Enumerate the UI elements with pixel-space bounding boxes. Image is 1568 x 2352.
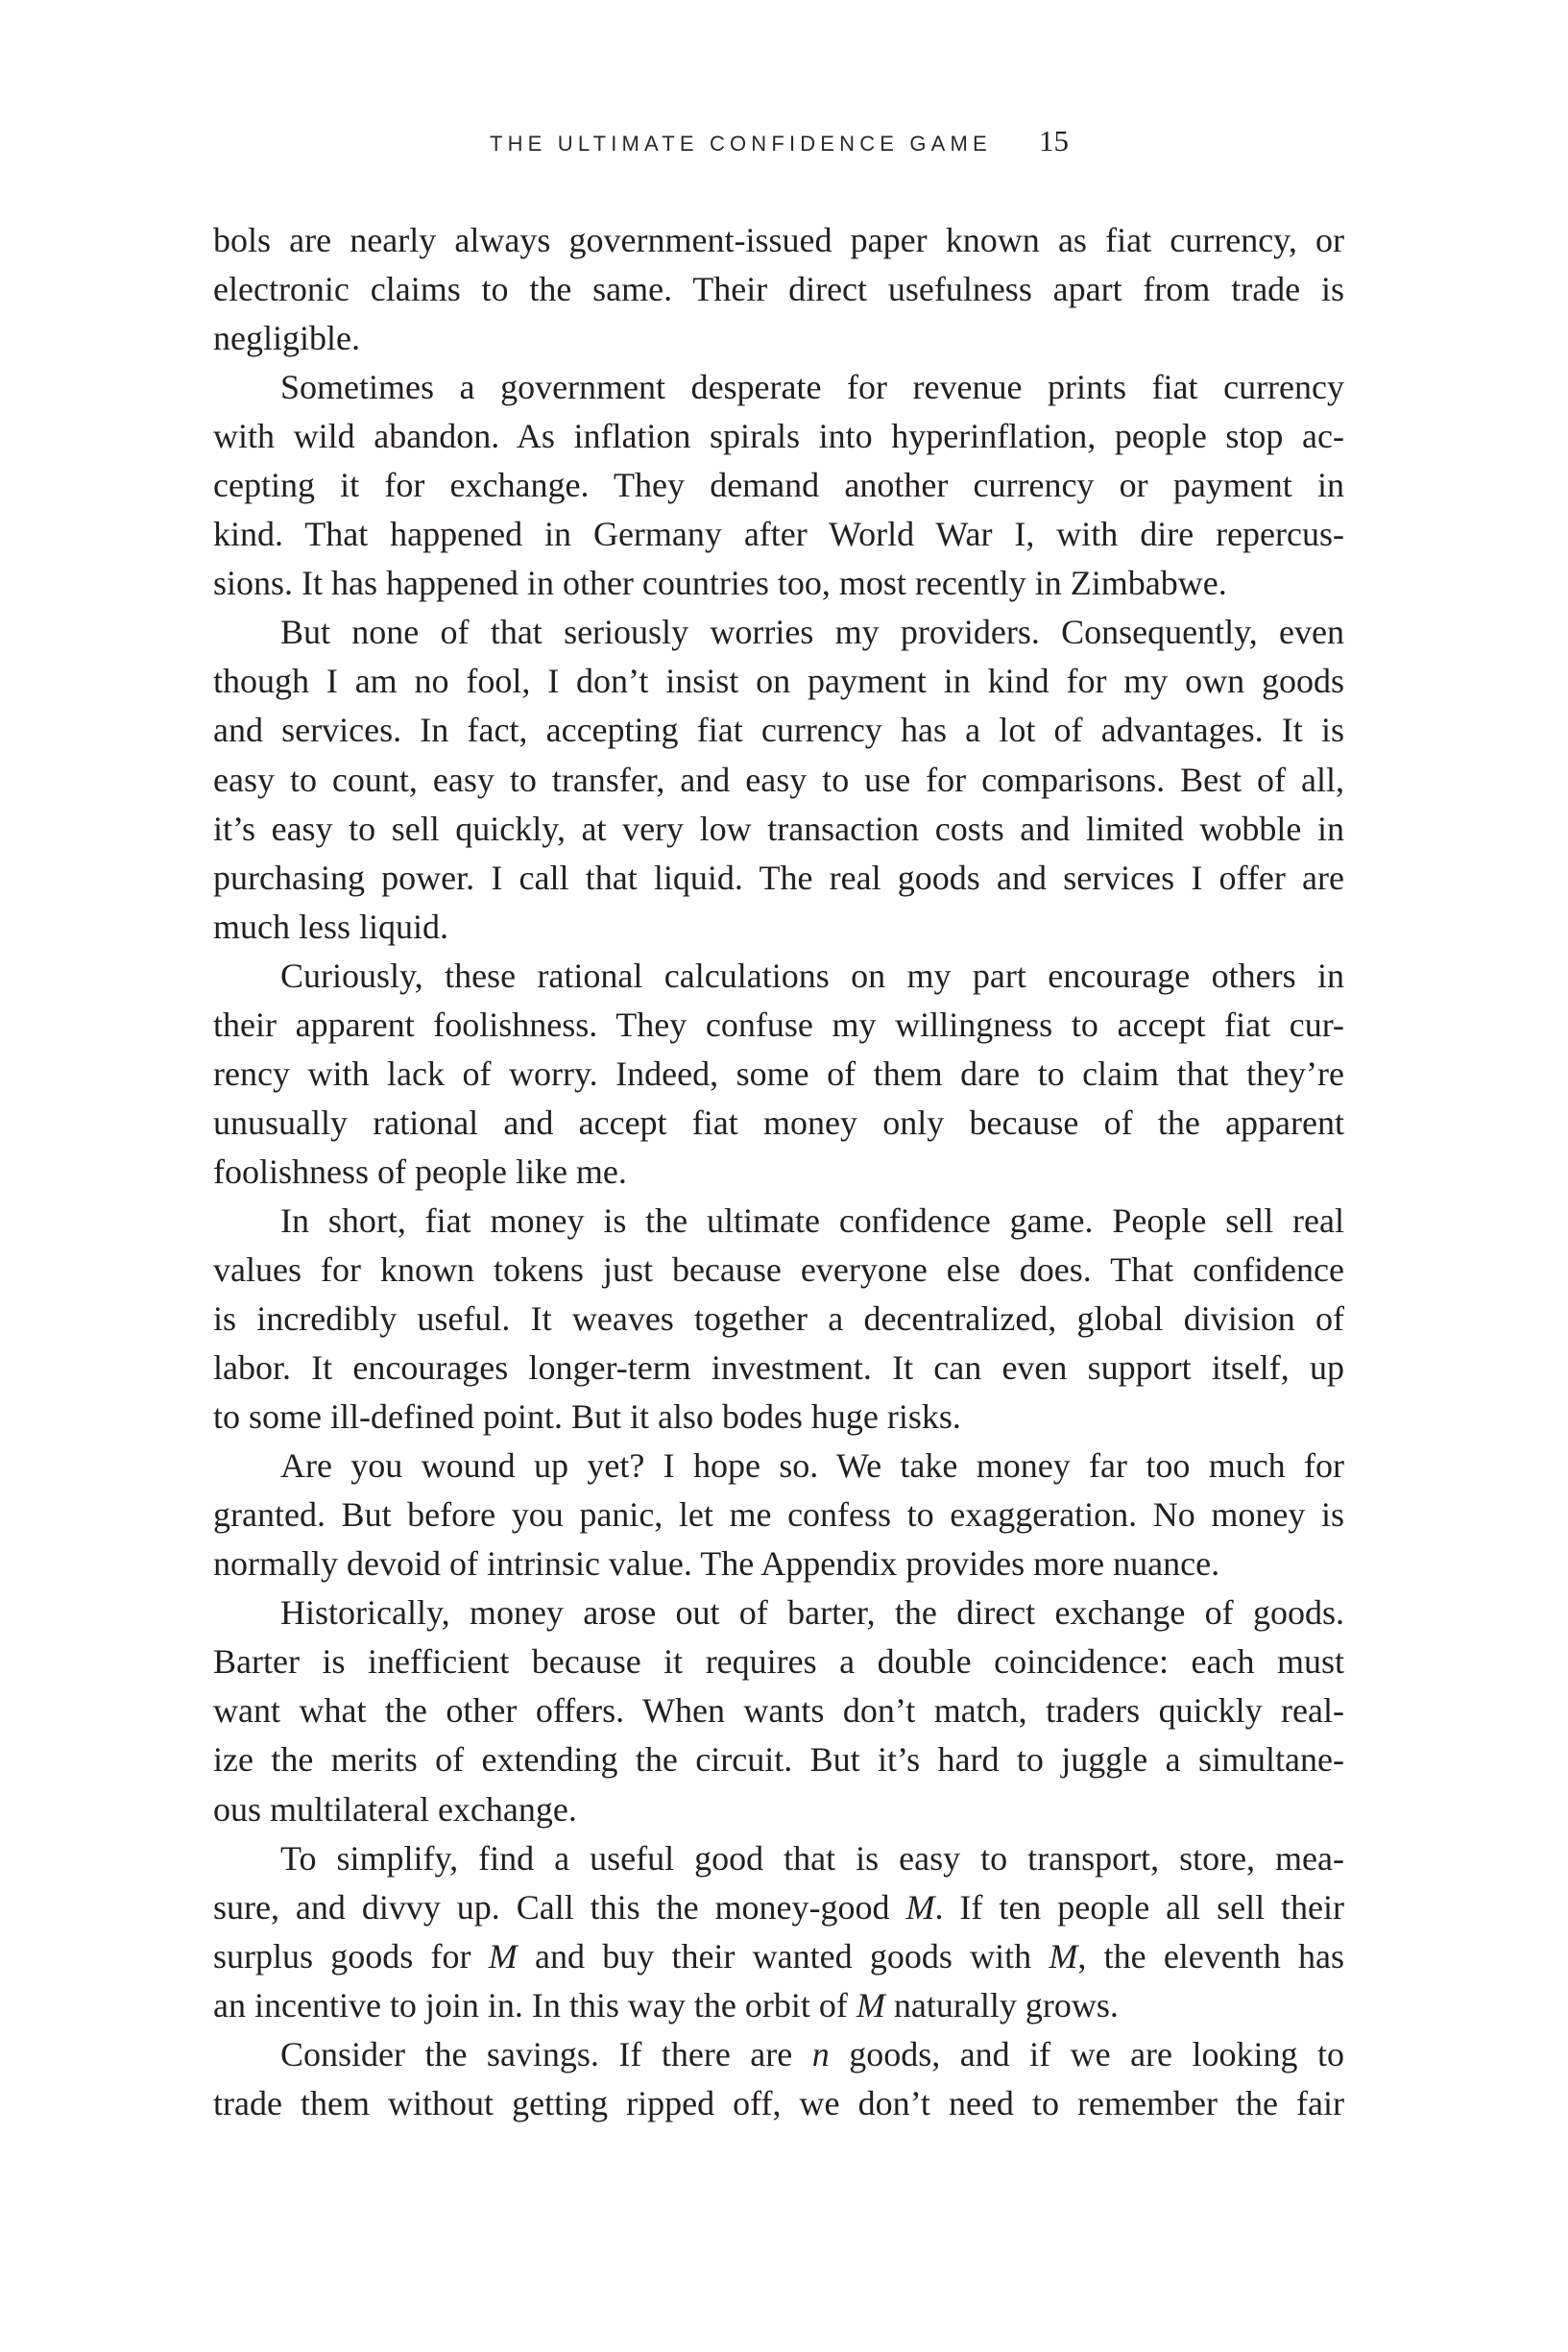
- text-line: [213, 1442, 1344, 1491]
- text-segment: sure, and divvy up. Call this the money-good: [213, 1887, 906, 1927]
- text-segment: But none of that seriously worries my providers. Consequently, even: [280, 613, 1344, 652]
- text-line: [213, 854, 1344, 903]
- text-segment: though I am no fool, I don’t insist on payment in kind for my own goods: [213, 662, 1344, 701]
- text-segment: granted. But before you panic, let me confess to exaggeration. No money is: [213, 1495, 1344, 1535]
- text-segment: sions. It has happened in other countries too, most recently in Zimbabwe.: [213, 564, 1227, 603]
- text-segment: unusually rational and accept fiat money only because of the apparent: [213, 1103, 1344, 1142]
- text-segment: . If ten people all sell their: [934, 1887, 1344, 1927]
- text-segment: Are you wound up yet? I hope so. We take money far too much for: [280, 1446, 1344, 1486]
- paragraph: [213, 2030, 1344, 2128]
- text-line: [213, 1883, 1344, 1932]
- text-segment: normally devoid of intrinsic value. The Appendix provides more nuance.: [213, 1544, 1220, 1584]
- paragraph: [213, 363, 1344, 608]
- text-segment: an incentive to join in. In this way the orbit of: [213, 1985, 856, 2025]
- text-line: [213, 1148, 1344, 1197]
- text-line: [213, 510, 1344, 559]
- text-segment: Consider the savings. If there are: [280, 2034, 812, 2073]
- text-segment: Curiously, these rational calculations on my part encourage others in: [280, 956, 1344, 995]
- text-line: [213, 1637, 1344, 1686]
- text-segment: goods, and if we are looking to: [829, 2034, 1344, 2073]
- text-segment: ous multilateral exchange.: [213, 1789, 577, 1829]
- text-segment: it’s easy to sell quickly, at very low transaction costs and limited wobble in: [213, 809, 1344, 848]
- text-line: [213, 952, 1344, 1001]
- text-line: [213, 1981, 1344, 2030]
- text-segment: easy to count, easy to transfer, and easy to use for comparisons. Best of all,: [213, 760, 1344, 799]
- text-segment: is incredibly useful. It weaves together a decentralized, global division of: [213, 1299, 1344, 1339]
- paragraph: [213, 1197, 1344, 1442]
- text-segment: want what the other offers. When wants don’t match, traders quickly real-: [213, 1691, 1344, 1731]
- text-segment: kind. That happened in Germany after World War I, with dire repercus-: [213, 515, 1344, 554]
- text-line: [213, 461, 1344, 510]
- text-line: [213, 216, 1344, 265]
- text-line: [213, 1491, 1344, 1540]
- paragraph: [213, 608, 1344, 951]
- text-segment: negligible.: [213, 319, 360, 358]
- paragraph: [213, 1834, 1344, 2030]
- text-segment: their apparent foolishness. They confuse my willingness to accept fiat cur-: [213, 1005, 1344, 1044]
- text-line: [213, 1001, 1344, 1050]
- text-segment: with wild abandon. As inflation spirals into hyperinflation, people stop ac-: [213, 417, 1344, 456]
- text-segment: foolishness of people like me.: [213, 1152, 627, 1191]
- text-line: [213, 1834, 1344, 1883]
- text-line: [213, 559, 1344, 608]
- text-line: [213, 657, 1344, 706]
- text-segment: Sometimes a government desperate for revenue prints fiat currency: [280, 368, 1344, 407]
- text-segment: and buy their wanted goods with: [517, 1936, 1049, 1976]
- text-line: [213, 1197, 1344, 1246]
- text-line: [213, 363, 1344, 412]
- text-segment: In short, fiat money is the ultimate confidence game. People sell real: [280, 1200, 1344, 1240]
- text-segment: purchasing power. I call that liquid. The real goods and services I offer are: [213, 858, 1344, 897]
- paragraph: [213, 1442, 1344, 1588]
- text-line: [213, 1735, 1344, 1784]
- text-segment: ize the merits of extending the circuit. But it’s hard to juggle a simultane-: [213, 1740, 1344, 1780]
- italic-variable: M: [488, 1936, 518, 1976]
- text-line: [213, 756, 1344, 805]
- text-line: [213, 412, 1344, 461]
- italic-variable: M: [905, 1887, 935, 1927]
- text-segment: rency with lack of worry. Indeed, some of them dare to claim that they’re: [213, 1054, 1344, 1093]
- text-segment: to some ill-defined point. But it also bodes huge risks.: [213, 1397, 961, 1437]
- text-line: [213, 608, 1344, 657]
- text-line: [213, 805, 1344, 854]
- page-number: 15: [1039, 124, 1069, 158]
- italic-variable: M: [1049, 1936, 1078, 1976]
- text-line: [213, 1588, 1344, 1637]
- text-segment: naturally grows.: [884, 1985, 1119, 2025]
- text-segment: To simplify, find a useful good that is easy to transport, store, mea-: [280, 1838, 1344, 1878]
- text-line: [213, 1393, 1344, 1442]
- text-line: [213, 2030, 1344, 2079]
- text-line: [213, 1099, 1344, 1148]
- running-head: [0, 0, 1568, 192]
- text-segment: Historically, money arose out of barter, the direct exchange of goods.: [280, 1593, 1344, 1633]
- italic-variable: M: [856, 1985, 885, 2025]
- text-line: [213, 903, 1344, 952]
- running-head-title: THE ULTIMATE CONFIDENCE GAME: [490, 132, 992, 156]
- text-line: [213, 1540, 1344, 1588]
- text-line: [213, 314, 1344, 363]
- text-segment: labor. It encourages longer-term investment. It can even support itself, up: [213, 1348, 1344, 1388]
- text-line: [213, 1686, 1344, 1735]
- text-line: [213, 1932, 1344, 1981]
- text-segment: electronic claims to the same. Their direct usefulness apart from trade is: [213, 270, 1344, 309]
- text-segment: much less liquid.: [213, 907, 448, 946]
- text-line: [213, 706, 1344, 755]
- text-segment: cepting it for exchange. They demand another currency or payment in: [213, 466, 1344, 505]
- text-line: [213, 1344, 1344, 1393]
- text-segment: surplus goods for: [213, 1936, 489, 1976]
- body-text: [213, 216, 1344, 2128]
- text-line: [213, 265, 1344, 314]
- text-segment: trade them without getting ripped off, we don’t need to remember the fair: [213, 2083, 1344, 2122]
- text-segment: Barter is inefficient because it requires a double coincidence: each must: [213, 1642, 1344, 1682]
- text-segment: values for known tokens just because everyone else does. That confidence: [213, 1249, 1344, 1289]
- paragraph: [213, 216, 1344, 363]
- text-line: [213, 2079, 1344, 2128]
- paragraph: [213, 1588, 1344, 1833]
- text-segment: and services. In fact, accepting fiat currency has a lot of advantages. It is: [213, 711, 1344, 750]
- paragraph: [213, 952, 1344, 1197]
- text-line: [213, 1295, 1344, 1344]
- text-segment: , the eleventh has: [1077, 1936, 1344, 1976]
- text-line: [213, 1785, 1344, 1834]
- italic-variable: n: [811, 2034, 830, 2073]
- text-line: [213, 1050, 1344, 1099]
- text-segment: bols are nearly always government-issued paper known as fiat currency, or: [213, 221, 1344, 259]
- text-line: [213, 1246, 1344, 1295]
